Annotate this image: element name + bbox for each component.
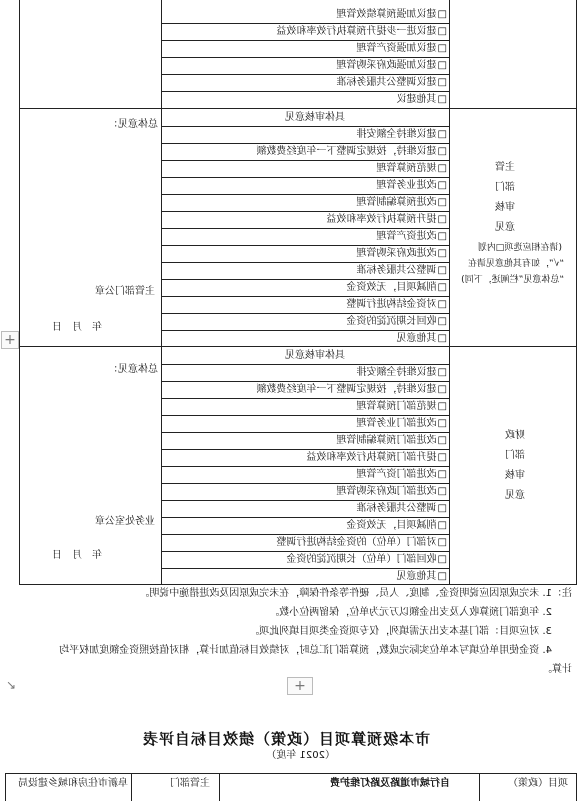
row-divider <box>162 500 450 501</box>
row-divider <box>162 568 450 569</box>
checkbox-item[interactable]: □ 提升部门预算执行效率和效益 <box>307 452 447 464</box>
sec2-instruction-2: “√”，如有其他意见请在 <box>467 259 564 269</box>
sec2-seal-label: 主管部门公章 <box>95 286 155 297</box>
sec2-label-shenhe: 审核 <box>495 202 515 213</box>
row-divider <box>162 483 450 484</box>
checkbox-item[interactable]: □ 改进部门预算编制管理 <box>337 435 447 447</box>
footer-div-1 <box>479 773 480 801</box>
checkbox-item[interactable]: □ 调整公共服务标准 <box>357 265 447 277</box>
row-divider <box>162 364 450 365</box>
table-add-row-button[interactable]: + <box>287 677 313 695</box>
sec3-label-yijian: 意见 <box>505 490 525 501</box>
document-title: 市本级预算项目（政策）绩效目标自评表 <box>141 730 430 748</box>
footer-top <box>5 773 577 774</box>
checkbox-item[interactable]: □ 改进资产管理 <box>377 231 447 243</box>
sec3-label-bumen: 部门 <box>505 450 525 461</box>
checkbox-item[interactable]: □ 建议维持，按规定调整下一年度经费数额 <box>257 384 447 396</box>
checkbox-item[interactable]: □ 规范部门预算管理 <box>357 401 447 413</box>
footer-dept-label: 主管部门 <box>170 778 210 789</box>
row-divider <box>162 245 450 246</box>
row-divider <box>162 143 450 144</box>
col-divider-b <box>161 0 162 584</box>
row-divider <box>162 160 450 161</box>
row-divider <box>162 228 450 229</box>
row-divider <box>162 126 450 127</box>
sec3-date: 年 月 日 <box>52 550 102 561</box>
row-divider <box>162 74 450 75</box>
checkbox-item[interactable]: □ 建议维持全额安排 <box>357 367 447 379</box>
row-divider <box>162 177 450 178</box>
sec2-overall-label: 总体意见： <box>108 119 158 130</box>
row-divider <box>162 534 450 535</box>
sec2-instruction-1: (请在相应选项□内划 <box>477 243 562 253</box>
row-divider <box>162 57 450 58</box>
row-divider <box>162 91 450 92</box>
table-right-border <box>19 0 20 584</box>
sec3-label-shenhe: 审核 <box>505 470 525 481</box>
col-divider-a <box>449 0 450 584</box>
table-resize-handle[interactable]: ↘ <box>5 678 17 692</box>
checkbox-item[interactable]: □ 改进预算编制管理 <box>357 197 447 209</box>
checkbox-item[interactable]: □ 收回长期沉淀的资金 <box>347 316 447 328</box>
row-divider <box>162 279 450 280</box>
row-divider <box>162 466 450 467</box>
row-divider <box>162 211 450 212</box>
document-year: （2021 年度） <box>266 750 335 761</box>
checkbox-item[interactable]: □ 提升预算执行效率和效益 <box>327 214 447 226</box>
sec2-date: 年 月 日 <box>52 322 102 333</box>
checkbox-item[interactable]: □ 改进业务管理 <box>377 180 447 192</box>
table-add-left-button[interactable]: + <box>1 331 19 349</box>
checkbox-item[interactable]: □ 改进部门资产管理 <box>357 469 447 481</box>
checkbox-item[interactable]: □ 建议进一步提升预算执行效率和效益 <box>277 26 447 38</box>
footer-project-name: 自行城市道路及路灯维护费 <box>330 778 450 789</box>
footer-div-2 <box>219 773 220 801</box>
checkbox-item[interactable]: □ 调整公共服务标准 <box>357 503 447 515</box>
checkbox-item[interactable]: □ 削减项目，无效资金 <box>347 282 447 294</box>
row-divider <box>162 194 450 195</box>
table-bottom-border <box>19 584 577 585</box>
footer-right <box>5 773 6 801</box>
row-divider <box>162 262 450 263</box>
checkbox-item[interactable]: □ 其他意见 <box>397 333 447 345</box>
sec2-header: 具体审核意见 <box>285 112 345 123</box>
checkbox-item[interactable]: □ 收回部门（单位）长期沉淀的资金 <box>287 554 447 566</box>
note-4: 4. 资金使用单位填写本单位实际完成数，预算部门汇总时，对绩效目标值加计算，相对值按照资金额度加权平均 <box>59 645 552 656</box>
row-divider <box>162 432 450 433</box>
note-4-cont: 计算。 <box>542 664 572 675</box>
footer-dept-name: 阜新市住房和城乡建设局 <box>18 778 128 789</box>
checkbox-item[interactable]: □ 建议维持，按规定调整下一年度经费数额 <box>257 146 447 158</box>
sec2-label-bumen: 部门 <box>495 182 515 193</box>
checkbox-item[interactable]: □ 改进部门业务管理 <box>357 418 447 430</box>
sec3-label-caizheng: 财政 <box>505 430 525 441</box>
row-divider <box>162 23 450 24</box>
section-divider-2 <box>19 346 577 347</box>
sec2-instruction-3: “总体意见”栏阐述，下同) <box>461 275 564 285</box>
checkbox-item[interactable]: □ 改进部门政府采购管理 <box>337 486 447 498</box>
row-divider <box>162 381 450 382</box>
footer-project-label: 项目（政策） <box>508 778 568 789</box>
sec3-seal-label: 业务处室公章 <box>95 516 155 527</box>
table-left-border <box>576 0 577 584</box>
note-2: 2. 年度部门预算收入及支出金额以万元为单位，保留两位小数。 <box>269 607 552 618</box>
row-divider <box>162 398 450 399</box>
row-divider <box>162 415 450 416</box>
row-divider <box>162 40 450 41</box>
checkbox-item[interactable]: □ 建议加强预算绩效管理 <box>337 9 447 21</box>
checkbox-item[interactable]: □ 建议维持全额安排 <box>357 129 447 141</box>
checkbox-item[interactable]: □ 对资金结构进行调整 <box>347 299 447 311</box>
row-divider <box>162 296 450 297</box>
row-divider <box>162 449 450 450</box>
checkbox-item[interactable]: □ 改进政府采购管理 <box>357 248 447 260</box>
row-divider <box>162 517 450 518</box>
row-divider <box>162 108 450 109</box>
sec3-overall-label: 总体意见： <box>108 364 158 375</box>
note-1: 注：1. 未完成原因应说明资金、制度、人员、硬件等条件保障，在未完成原因及改进措施中说明。 <box>139 588 572 599</box>
note-3: 3. 对应项目：部门基本支出无需填列，仅专项资金类项目填列此项。 <box>249 626 552 637</box>
checkbox-item[interactable]: □ 对部门（单位）的资金结构进行调整 <box>277 537 447 549</box>
sec2-label-yijian: 意见 <box>495 222 515 233</box>
row-divider <box>162 313 450 314</box>
checkbox-item[interactable]: □ 建议加强政府采购管理 <box>337 60 447 72</box>
checkbox-item[interactable]: □ 建议调整公共服务标准 <box>337 77 447 89</box>
footer-div-3 <box>131 773 132 801</box>
checkbox-item[interactable]: □ 削减项目，无效资金 <box>347 520 447 532</box>
checkbox-item[interactable]: □ 规范预算管理 <box>377 163 447 175</box>
sec3-header: 具体审核意见 <box>285 350 345 361</box>
row-divider <box>162 330 450 331</box>
checkbox-item[interactable]: □ 建议加强资产管理 <box>357 43 447 55</box>
checkbox-item[interactable]: □ 其他意见 <box>397 571 447 583</box>
checkbox-item[interactable]: □ 其他建议 <box>397 94 447 106</box>
row-divider <box>162 551 450 552</box>
footer-left <box>576 773 577 801</box>
sec2-label-zhuguan: 主管 <box>495 162 515 173</box>
